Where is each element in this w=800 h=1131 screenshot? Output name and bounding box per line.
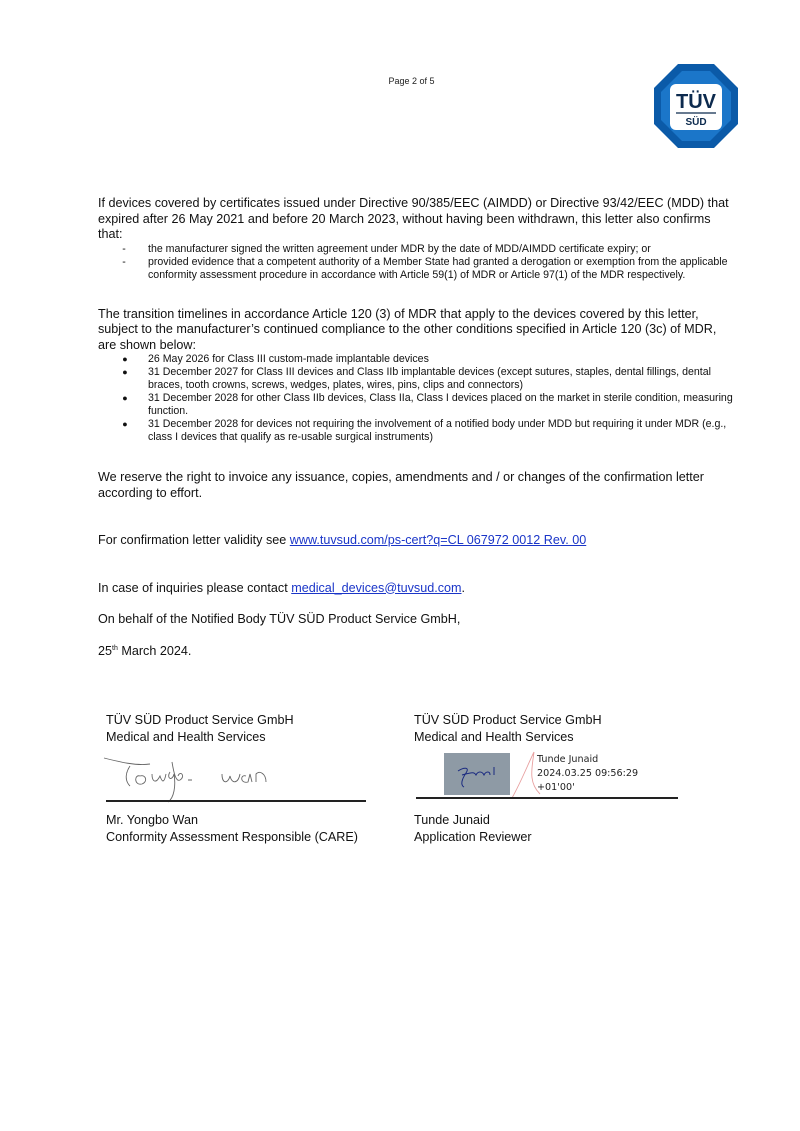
validity-text: For confirmation letter validity see: [98, 533, 290, 547]
email-link[interactable]: medical_devices@tuvsud.com: [291, 580, 462, 595]
date-day: 25: [98, 643, 113, 658]
list-item-text: 26 May 2026 for Class III custom-made implantable devices: [148, 353, 429, 365]
list-item: [98, 366, 738, 392]
tuv-sud-logo: [652, 62, 740, 150]
inquiry-suffix: .: [461, 580, 465, 595]
dash-marker: -: [122, 255, 126, 268]
signatory-right: [414, 812, 532, 846]
bullet-marker: ●: [122, 367, 128, 377]
letter-body: [98, 196, 738, 659]
signatory-role: Application Reviewer: [414, 830, 532, 844]
list-item-text: provided evidence that a competent authority of a Member State had granted a derogation or exemption from the applicable conformity assessment procedure in accordance with Article 59(1) of MDR or Article 97(1) of the MDR respectively.: [148, 255, 728, 281]
paragraph-transition: The transition timelines in accordance Article 120 (3) of MDR that apply to the devices covered by this letter, subject to the manufacturer’s continued compliance to the other conditions specified in Article 120 (3c) of MDR, are shown below:: [98, 306, 717, 352]
letter-date: [98, 644, 738, 660]
bullet-marker: ●: [122, 393, 128, 403]
logo-bottom-text: SÜD: [685, 117, 707, 128]
signature-line-left: [106, 800, 366, 802]
list-item-text: the manufacturer signed the written agreement under MDR by the date of MDD/AIMDD certificate expiry; or: [148, 242, 651, 255]
logo-top-text: TÜV: [676, 91, 716, 113]
digital-signature-details: [537, 753, 638, 795]
signatory-name: Tunde Junaid: [414, 813, 490, 827]
handwritten-signature-wan: [100, 752, 280, 804]
handwritten-signature-junaid: [444, 753, 510, 795]
signature-block-right: [414, 712, 694, 746]
list-item-text: 31 December 2028 for other Class IIb devices, Class IIa, Class I devices placed on the market in sterile condition, measuring function.: [148, 392, 733, 417]
list-item: [98, 256, 738, 282]
signature-line-right: [416, 797, 678, 799]
paragraph-invoice: We reserve the right to invoice any issuance, copies, amendments and / or changes of the confirmation letter according to effort.: [98, 470, 704, 500]
list-item: [98, 392, 738, 418]
signatory-left: [106, 812, 358, 846]
list-item-text: 31 December 2027 for Class III devices and Class IIb implantable devices (except sutures, staples, dental fillings, dental braces, tooth crowns, screws, wedges, plates, wires, pins, clips and connectors): [148, 366, 711, 391]
paragraph-inquiry: [98, 581, 738, 597]
stamp-datetime: 2024.03.25 09:56:29: [537, 768, 639, 779]
inquiry-text: In case of inquiries please contact: [98, 580, 292, 595]
list-item-text: 31 December 2028 for devices not requiring the involvement of a notified body under MDD but requiring it under MDR (e.g., class I devices that qualify as re-usable surgical instruments): [148, 418, 727, 443]
date-superscript: th: [112, 644, 118, 652]
signatory-company: TÜV SÜD Product Service GmbH: [414, 713, 602, 727]
dash-marker: -: [122, 242, 126, 255]
page-number: Page 2 of 5: [388, 76, 435, 86]
bullet-marker: ●: [122, 419, 128, 429]
list-item: [98, 353, 738, 366]
signatory-name: Mr. Yongbo Wan: [106, 813, 198, 827]
signatory-company: TÜV SÜD Product Service GmbH: [106, 713, 294, 727]
paragraph-behalf: On behalf of the Notified Body TÜV SÜD Product Service GmbH,: [98, 612, 461, 626]
confirmation-list: [98, 243, 738, 282]
signature-block-left: [106, 712, 386, 746]
digital-signature-image: [444, 753, 510, 795]
paragraph-validity: [98, 533, 738, 549]
signatory-role: Conformity Assessment Responsible (CARE): [106, 830, 358, 844]
timeline-list: [98, 353, 738, 444]
list-item: [98, 243, 738, 256]
bullet-marker: ●: [122, 354, 128, 364]
validity-link[interactable]: www.tuvsud.com/ps-cert?q=CL 067972 0012 Rev. 00: [289, 533, 587, 547]
paragraph-certificates: If devices covered by certificates issued under Directive 90/385/EEC (AIMDD) or Directive 93/42/EEC (MDD) that expired after 26 May 2021 and before 20 March 2023, without having been withdrawn, this letter also confirms that:: [98, 196, 729, 241]
stamp-timezone: +01'00': [537, 782, 575, 793]
signatory-department: Medical and Health Services: [106, 730, 266, 744]
stamp-signer-name: Tunde Junaid: [537, 754, 599, 765]
signatory-department: Medical and Health Services: [414, 730, 574, 744]
date-rest: March 2024.: [117, 643, 192, 658]
list-item: [98, 418, 738, 444]
